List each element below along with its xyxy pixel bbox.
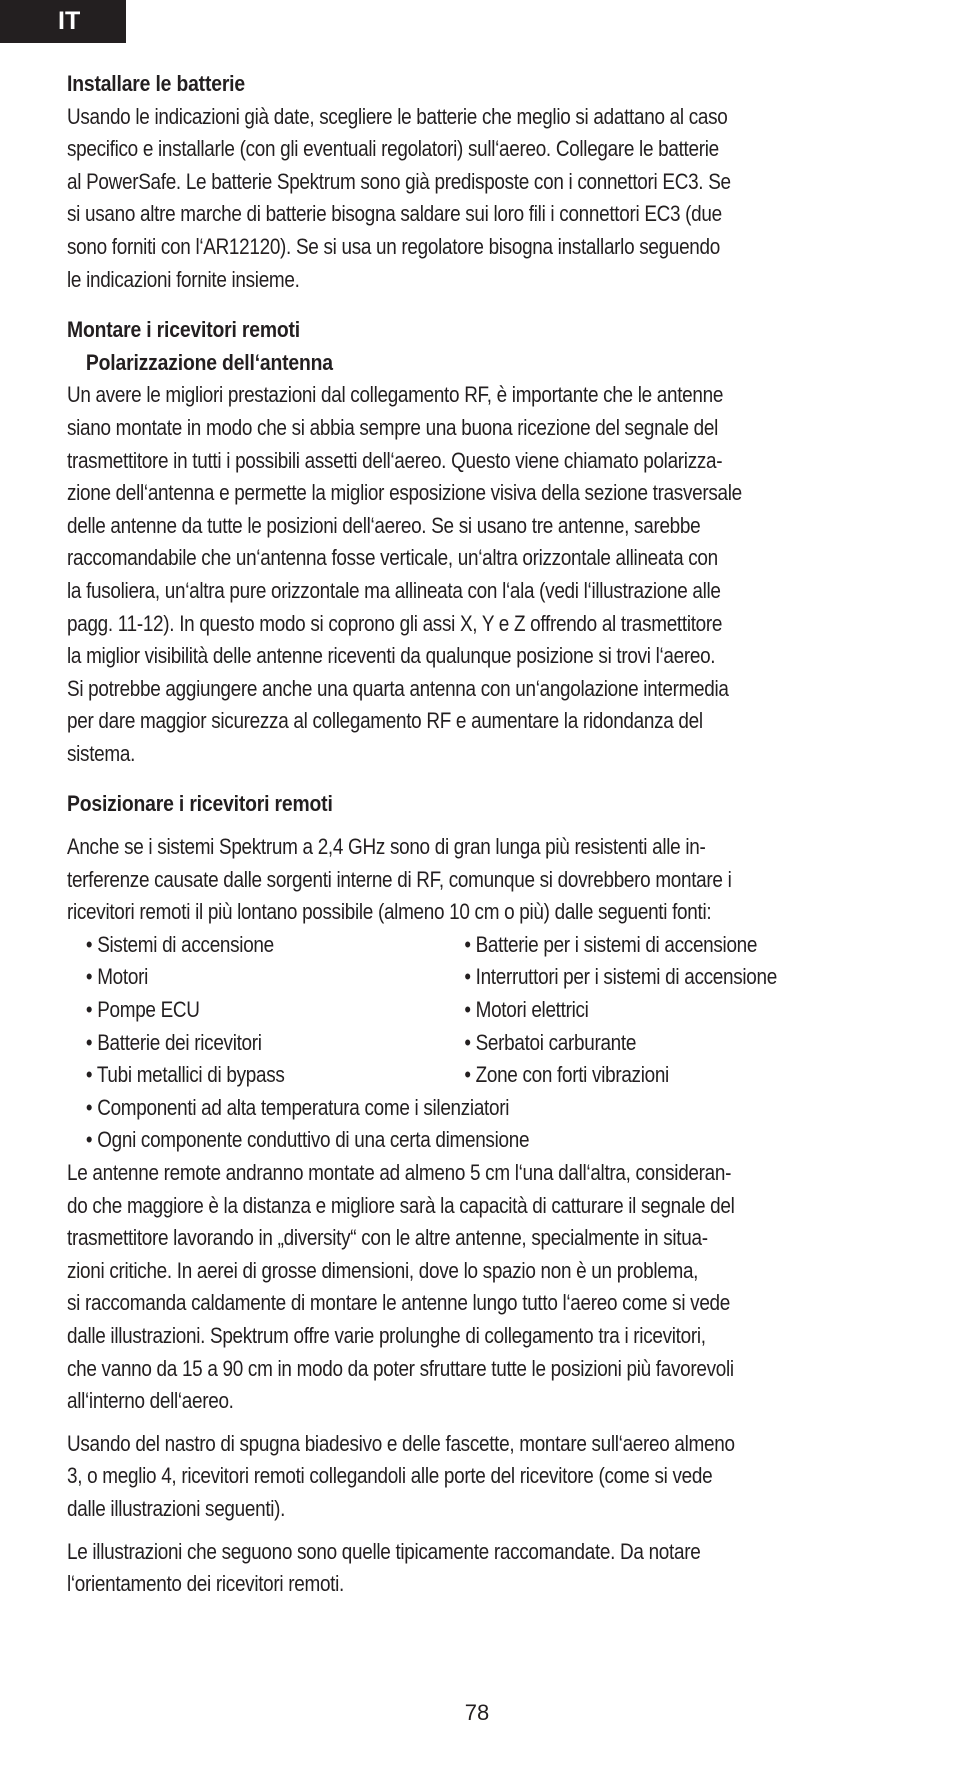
text-line: Le illustrazioni che seguono sono quelle tipicamente raccomandate. Da notare <box>67 1538 701 1564</box>
text-line: ricevitori remoti il più lontano possibile (almeno 10 cm o più) dalle seguenti fonti: <box>67 899 712 925</box>
list-item: • Batterie dei ricevitori <box>86 1027 464 1060</box>
text-line: zione dell‘antenna e permette la miglior esposizione visiva della sezione trasversale <box>67 480 742 506</box>
text-line: la fusoliera, un‘altra pure orizzontale ma allineata con l‘ala (vedi l‘illustrazione alle <box>67 577 721 603</box>
list-item: • Ogni componente conduttivo di una certa dimensione <box>86 1124 887 1157</box>
list-item: • Tubi metallici di bypass <box>86 1059 464 1092</box>
list-item: • Batterie per i sistemi di accensione <box>464 929 868 962</box>
section-title-posizionare-ricevitori: Posizionare i ricevitori remoti <box>67 791 333 817</box>
text-line: trasmettitore lavorando in „diversity“ con le altre antenne, specialmente in situa- <box>67 1225 708 1251</box>
text-line: siano montate in modo che si abbia sempre una buona ricezione del segnale del <box>67 414 719 440</box>
text-line: le indicazioni fornite insieme. <box>67 266 300 292</box>
text-line: la miglior visibilità delle antenne riceventi da qualunque posizione si trovi l‘aereo. <box>67 643 716 669</box>
text-line: Usando del nastro di spugna biadesivo e delle fascette, montare sull‘aereo almeno <box>67 1430 735 1456</box>
text-line: l‘orientamento dei ricevitori remoti. <box>67 1571 344 1597</box>
text-line: terferenze causate dalle sorgenti interne di RF, comunque si dovrebbero montare i <box>67 866 732 892</box>
text-line: Usando le indicazioni già date, scegliere le batterie che meglio si adattano al caso <box>67 103 728 129</box>
text-line: Si potrebbe aggiungere anche una quarta antenna con un‘angolazione intermedia <box>67 675 729 701</box>
list-item: • Sistemi di accensione <box>86 929 464 962</box>
paragraph-intro-posizionare <box>67 831 887 929</box>
text-line: dalle illustrazioni. Spektrum offre varie prolunghe di collegamento tra i ricevitori, <box>67 1322 706 1348</box>
paragraph-antenne-remote <box>67 1157 887 1418</box>
paragraph-installare-batterie <box>67 101 887 297</box>
paragraph-nastro-spugna <box>67 1428 887 1526</box>
text-line: per dare maggior sicurezza al collegamento RF e aumentare la ridondanza del <box>67 708 703 734</box>
text-line: raccomandabile che un‘antenna fosse verticale, un‘altra orizzontale allineata con <box>67 545 718 571</box>
text-line: Anche se i sistemi Spektrum a 2,4 GHz sono di gran lunga più resistenti alle in- <box>67 834 706 860</box>
paragraph-polarizzazione <box>67 379 887 770</box>
list-item: • Motori elettrici <box>464 994 868 1027</box>
text-line: Le antenne remote andranno montate ad almeno 5 cm l‘una dall‘altra, consideran- <box>67 1160 732 1185</box>
list-item: • Serbatoi carburante <box>464 1027 868 1060</box>
language-tab: IT <box>0 0 126 43</box>
text-line: sistema. <box>67 740 136 766</box>
text-line: che vanno da 15 a 90 cm in modo da poter sfruttare tutte le posizioni più favorevoli <box>67 1355 734 1381</box>
list-item: • Interruttori per i sistemi di accensione <box>464 961 868 994</box>
list-item: • Componenti ad alta temperatura come i silenziatori <box>86 1092 887 1125</box>
text-line: zioni critiche. In aerei di grosse dimensioni, dove lo spazio non è un problema, <box>67 1257 699 1283</box>
list-item: • Zone con forti vibrazioni <box>464 1059 868 1092</box>
text-line: Un avere le migliori prestazioni dal collegamento RF, è importante che le antenne <box>67 382 724 408</box>
text-line: dalle illustrazioni seguenti). <box>67 1495 286 1521</box>
text-line: do che maggiore è la distanza e migliore sarà la capacità di catturare il segnale del <box>67 1192 735 1218</box>
list-item: • Pompe ECU <box>86 994 464 1027</box>
text-line: si raccomanda caldamente di montare le antenne lungo tutto l‘aereo come si vede <box>67 1290 731 1316</box>
text-line: 3, o meglio 4, ricevitori remoti collegandoli alle porte del ricevitore (come si vede <box>67 1463 713 1489</box>
section-title-montare-ricevitori: Montare i ricevitori remoti <box>67 317 300 343</box>
list-item: • Motori <box>86 961 464 994</box>
text-line: specifico e installarle (con gli eventuali regolatori) sull‘aereo. Collegare le batterie <box>67 136 719 162</box>
text-line: trasmettitore in tutti i possibili assetti dell‘aereo. Questo viene chiamato polarizza- <box>67 447 723 473</box>
text-line: sono forniti con l‘AR12120). Se si usa un regolatore bisogna installarlo seguendo <box>67 233 720 259</box>
text-line: delle antenne da tutte le posizioni dell‘aereo. Se si usano tre antenne, sarebbe <box>67 512 701 538</box>
text-line: pagg. 11-12). In questo modo si coprono gli assi X, Y e Z offrendo al trasmettitore <box>67 610 723 636</box>
section-title-installare-batterie: Installare le batterie <box>67 71 245 96</box>
page-content <box>67 68 887 1601</box>
text-line: si usano altre marche di batterie bisogna saldare sui loro fili i connettori EC3 (due <box>67 201 722 227</box>
subsection-title-polarizzazione: Polarizzazione dell‘antenna <box>85 349 333 375</box>
text-line: all‘interno dell‘aereo. <box>67 1388 234 1414</box>
interference-sources-list <box>86 929 887 1092</box>
text-line: al PowerSafe. Le batterie Spektrum sono già predisposte con i connettori EC3. Se <box>67 168 731 194</box>
page-number: 78 <box>464 1700 490 1725</box>
paragraph-illustrazioni <box>67 1536 887 1601</box>
